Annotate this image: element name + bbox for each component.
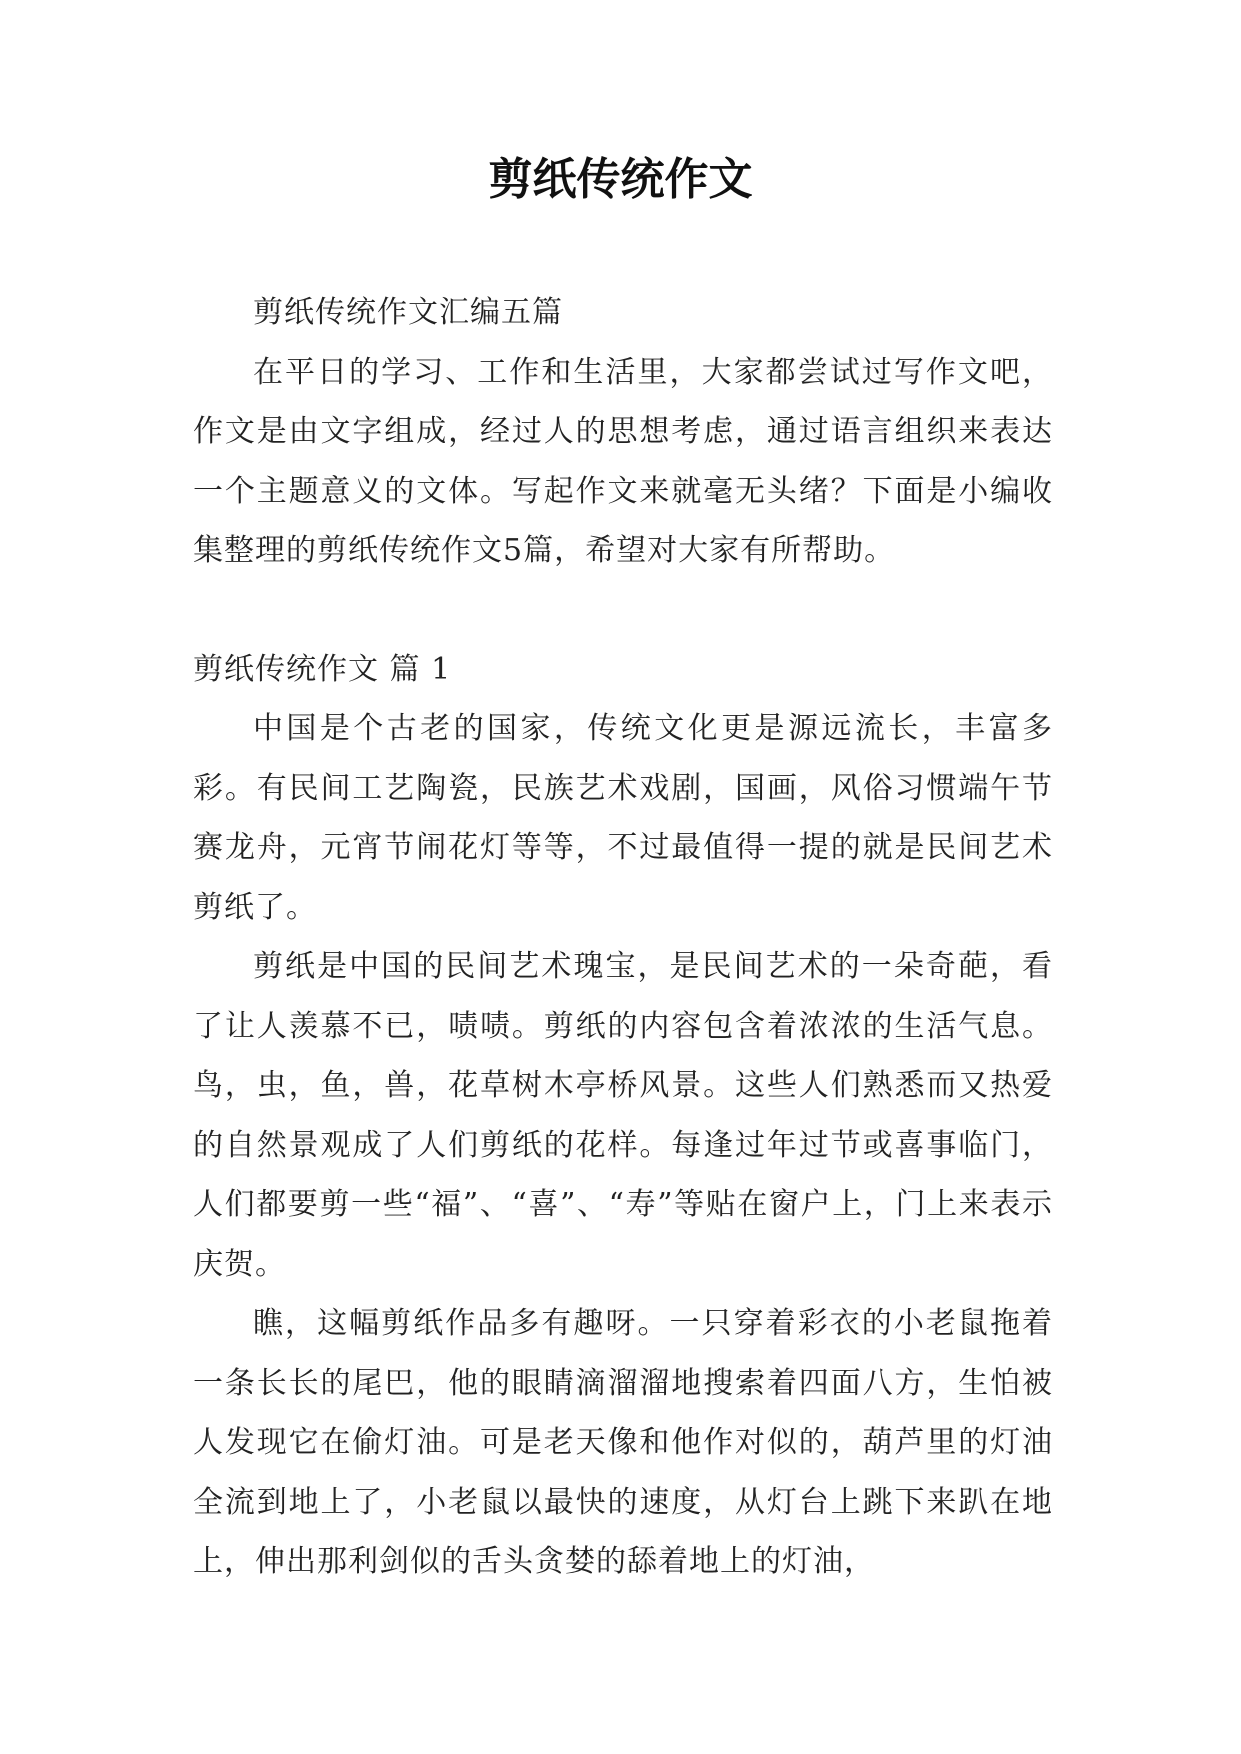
document-body — [193, 283, 1053, 1592]
section-1-heading: 剪纸传统作文 篇 1 — [193, 651, 452, 687]
section-1-paragraph-1: 中国是个古老的国家，传统文化更是源远流长，丰富多彩。有民间工艺陶瓷，民族艺术戏剧，国画，风俗习惯端午节赛龙舟，元宵节闹花灯等等，不过最值得一提的就是民间艺术剪纸了。 — [193, 711, 1053, 925]
section-spacer — [193, 581, 1053, 640]
intro-heading: 剪纸传统作文汇编五篇 — [253, 295, 563, 330]
document-title: 剪纸传统作文 — [488, 154, 753, 205]
section-1-paragraph-3: 瞧，这幅剪纸作品多有趣呀。一只穿着彩衣的小老鼠拖着一条长长的尾巴，他的眼睛滴溜溜地搜索着四面八方，生怕被人发现它在偷灯油。可是老天像和他作对似的，葫芦里的灯油全流到地上了，小老鼠以最快的速度，从灯台上跳下来趴在地上，伸出那利剑似的舌头贪婪的舔着地上的灯油， — [193, 1306, 1053, 1579]
intro-paragraph: 在平日的学习、工作和生活里，大家都尝试过写作文吧，作文是由文字组成，经过人的思想考虑，通过语言组织来表达一个主题意义的文体。写起作文来就毫无头绪？下面是小编收集整理的剪纸传统作文5篇，希望对大家有所帮助。 — [193, 354, 1053, 568]
section-1-paragraph-2: 剪纸是中国的民间艺术瑰宝，是民间艺术的一朵奇葩，看了让人羡慕不已，啧啧。剪纸的内容包含着浓浓的生活气息。鸟，虫，鱼，兽，花草树木亭桥风景。这些人们熟悉而又热爱的自然景观成了人们剪纸的花样。每逢过年过节或喜事临门，人们都要剪一些“福”、“喜”、“寿”等贴在窗户上，门上来表示庆贺。 — [193, 949, 1053, 1282]
